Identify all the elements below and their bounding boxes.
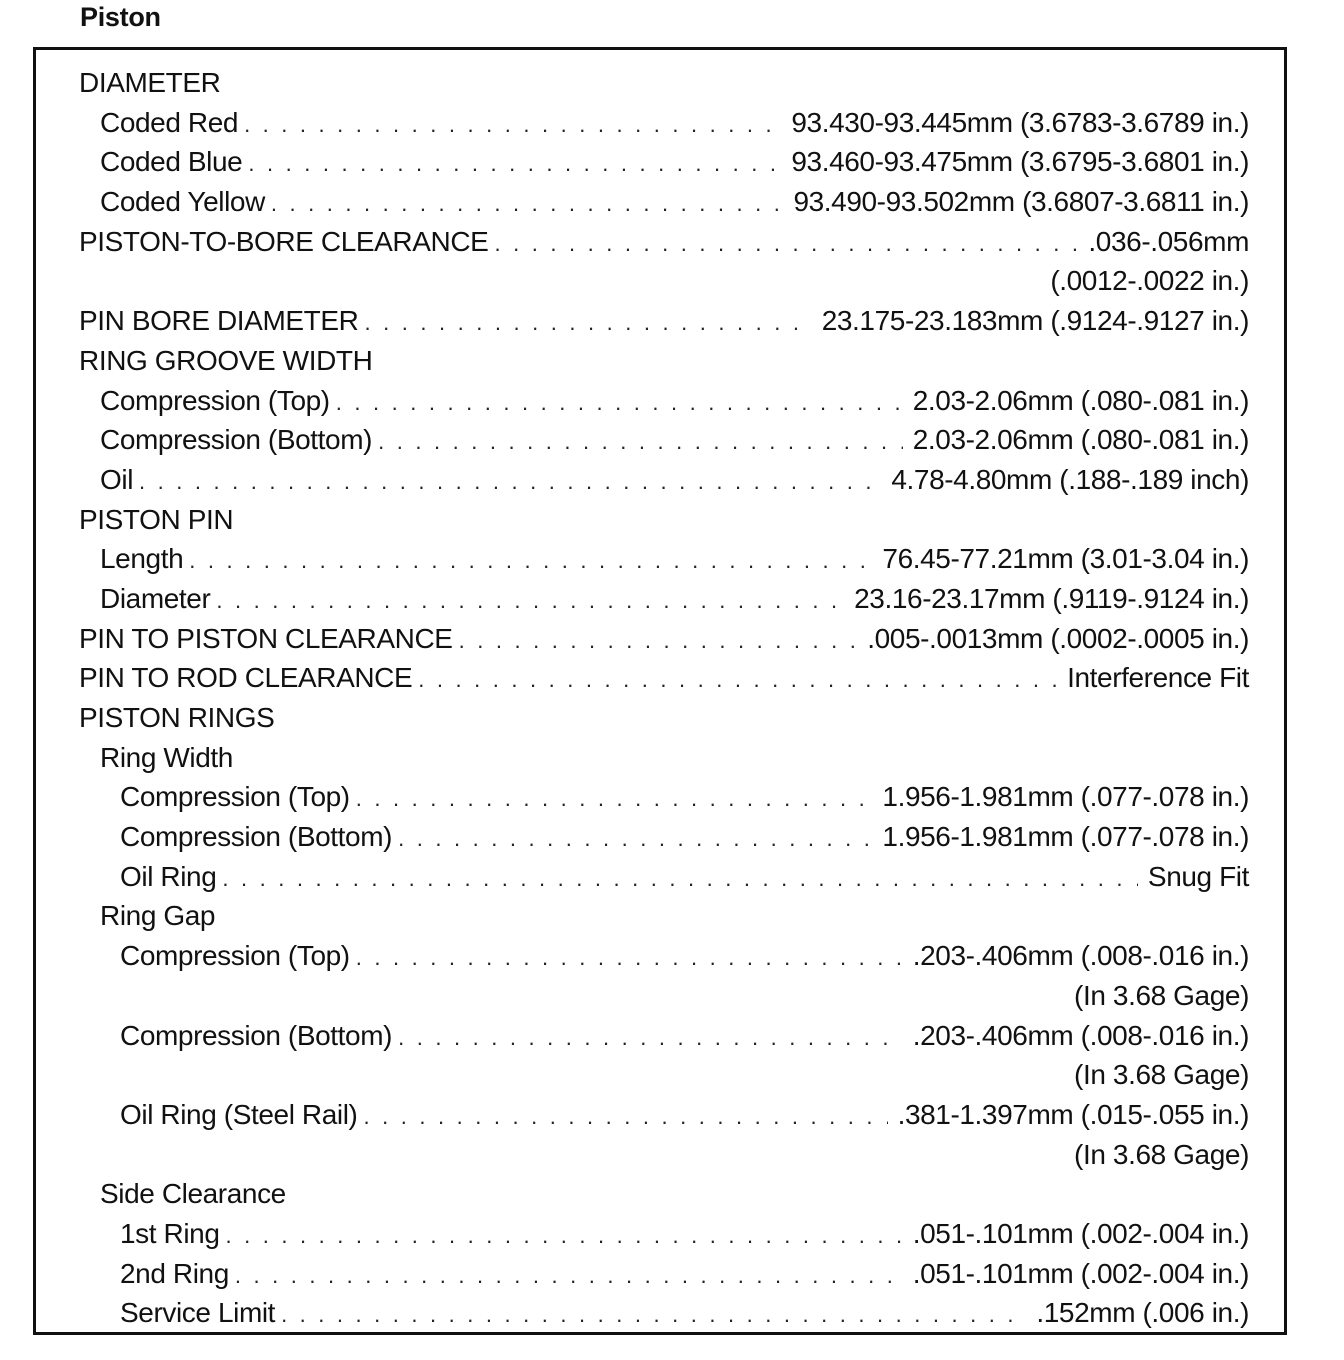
row-label: Length — [100, 543, 184, 575]
row-label: PISTON-TO-BORE CLEARANCE — [79, 225, 489, 257]
row-label: Compression (Bottom) — [120, 1019, 393, 1051]
row-label: Oil — [100, 463, 134, 495]
row-label: Compression (Top) — [100, 384, 330, 416]
spec-row — [36, 1293, 1284, 1333]
row-label: 2nd Ring — [120, 1257, 229, 1289]
row-value: .005-.0013mm (.0002-.0005 in.) — [867, 622, 1249, 654]
dot-leader — [226, 1216, 903, 1256]
section-heading — [36, 341, 1284, 381]
spec-row — [36, 1214, 1284, 1254]
row-label: RING GROOVE WIDTH — [79, 344, 373, 376]
spec-row — [36, 460, 1284, 500]
row-label: Coded Blue — [100, 146, 243, 178]
spec-row — [36, 142, 1284, 182]
row-value: 1.956-1.981mm (.077-.078 in.) — [882, 781, 1249, 813]
spec-row — [36, 301, 1284, 341]
row-value: Interference Fit — [1067, 662, 1249, 694]
row-value: 23.175-23.183mm (.9124-.9127 in.) — [821, 305, 1249, 337]
row-label: DIAMETER — [79, 67, 221, 98]
row-label: Ring Width — [100, 741, 233, 773]
row-label: Compression (Bottom) — [100, 424, 373, 456]
row-value: .203-.406mm (.008-.016 in.) — [912, 1019, 1249, 1051]
spec-table — [33, 47, 1287, 1335]
row-label: Coded Yellow — [100, 186, 265, 218]
row-value: .152mm (.006 in.) — [1036, 1297, 1249, 1329]
row-value: .051-.101mm (.002-.004 in.) — [912, 1257, 1249, 1289]
row-value: 93.430-93.445mm (3.6783-3.6789 in.) — [791, 106, 1249, 138]
row-label: Oil Ring (Steel Rail) — [120, 1098, 358, 1130]
spec-row — [36, 420, 1284, 460]
spec-row — [36, 777, 1284, 817]
dot-leader — [139, 462, 881, 502]
dot-leader — [356, 779, 873, 819]
spec-row — [36, 103, 1284, 143]
value-continuation: (In 3.68 Gage) — [1074, 1138, 1249, 1170]
dot-leader — [356, 938, 903, 978]
row-label: PIN BORE DIAMETER — [79, 305, 359, 337]
spec-row — [36, 817, 1284, 857]
row-label: Compression (Top) — [120, 940, 350, 972]
row-value: 4.78-4.80mm (.188-.189 inch) — [891, 463, 1249, 495]
row-value: 1.956-1.981mm (.077-.078 in.) — [882, 821, 1249, 853]
row-value: 93.460-93.475mm (3.6795-3.6801 in.) — [791, 146, 1249, 178]
dot-leader — [248, 144, 781, 184]
dot-leader — [378, 422, 903, 462]
row-value: .203-.406mm (.008-.016 in.) — [912, 940, 1249, 972]
dot-leader — [222, 859, 1138, 899]
spec-rows — [36, 63, 1284, 1333]
spec-row — [36, 1254, 1284, 1294]
row-value: 2.03-2.06mm (.080-.081 in.) — [912, 424, 1249, 456]
dot-leader — [216, 581, 844, 621]
subsection-heading — [36, 1174, 1284, 1214]
row-value: 76.45-77.21mm (3.01-3.04 in.) — [882, 543, 1249, 575]
dot-leader — [235, 1256, 903, 1296]
row-value: 93.490-93.502mm (3.6807-3.6811 in.) — [793, 186, 1249, 218]
row-label: PISTON PIN — [79, 503, 234, 535]
spec-row — [36, 1016, 1284, 1056]
row-label: PIN TO ROD CLEARANCE — [79, 662, 413, 694]
row-label: Compression (Top) — [120, 781, 350, 813]
spec-row — [36, 182, 1284, 222]
row-label: Coded Red — [100, 106, 239, 138]
row-label: Diameter — [100, 582, 211, 614]
row-value: .381-1.397mm (.015-.055 in.) — [897, 1098, 1249, 1130]
value-continuation: (In 3.68 Gage) — [1074, 979, 1249, 1011]
value-continuation: (In 3.68 Gage) — [1074, 1059, 1249, 1091]
spec-row — [36, 381, 1284, 421]
spec-row — [36, 658, 1284, 698]
row-label: Ring Gap — [100, 900, 216, 932]
spec-row — [36, 539, 1284, 579]
row-label: Oil Ring — [120, 860, 217, 892]
row-value: 23.16-23.17mm (.9119-.9124 in.) — [854, 582, 1249, 614]
dot-leader — [363, 1097, 887, 1137]
row-label: 1st Ring — [120, 1217, 220, 1249]
spec-row — [36, 1095, 1284, 1135]
row-value: 2.03-2.06mm (.080-.081 in.) — [912, 384, 1249, 416]
dot-leader — [459, 621, 858, 661]
row-value: Snug Fit — [1147, 860, 1249, 892]
row-value: .036-.056mm — [1088, 225, 1249, 257]
section-heading — [36, 63, 1284, 103]
dot-leader — [189, 541, 872, 581]
spec-row — [36, 222, 1284, 262]
subsection-heading — [36, 896, 1284, 936]
dot-leader — [418, 660, 1057, 700]
row-label: Side Clearance — [100, 1178, 286, 1210]
section-heading — [36, 698, 1284, 738]
dot-leader — [244, 105, 781, 145]
spec-row — [36, 619, 1284, 659]
page-title: Piston — [80, 2, 161, 32]
subsection-heading — [36, 738, 1284, 778]
row-value: .051-.101mm (.002-.004 in.) — [912, 1217, 1249, 1249]
dot-leader — [398, 819, 872, 859]
dot-leader — [336, 383, 903, 423]
row-label: Service Limit — [120, 1297, 276, 1329]
dot-leader — [271, 184, 784, 224]
dot-leader — [364, 303, 811, 343]
spec-row — [36, 936, 1284, 976]
dot-leader — [281, 1295, 1026, 1335]
spec-row — [36, 857, 1284, 897]
section-heading — [36, 500, 1284, 540]
value-continuation: (.0012-.0022 in.) — [1050, 265, 1249, 297]
dot-leader — [494, 224, 1078, 264]
row-label: PISTON RINGS — [79, 702, 275, 733]
row-label: PIN TO PISTON CLEARANCE — [79, 622, 453, 654]
row-label: Compression (Bottom) — [120, 821, 393, 853]
spec-row — [36, 579, 1284, 619]
dot-leader — [398, 1018, 903, 1058]
